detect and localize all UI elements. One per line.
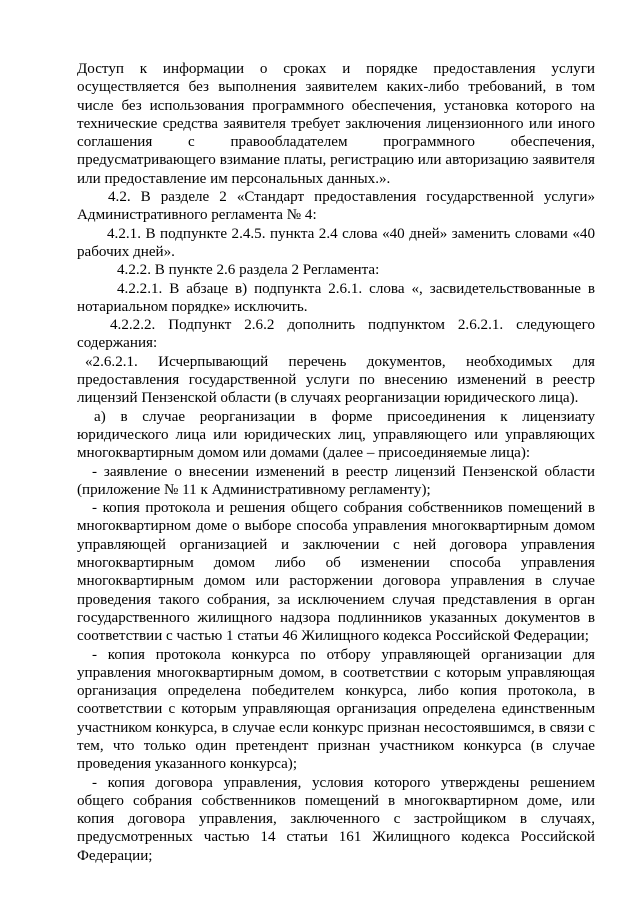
paragraph-item-a: а) в случае реорганизации в форме присоединения к лицензиату юридического лица или юридических лиц, управляющего или управляющих многоквартирным домом или домами (далее – присоединяемые лица): [77, 408, 595, 462]
paragraph-2-6-2-1: «2.6.2.1. Исчерпывающий перечень документов, необходимых для предоставления государственной услуги по внесению изменений в реестр лицензий Пензенской области (в случаях реорганизации юридического лица). [77, 353, 595, 407]
list-item-meeting-protocol: - копия протокола и решения общего собрания собственников помещений в многоквартирном доме о выборе способа управления многоквартирным домом управляющей организацией и заключении с ней договора управления многоквартирным домом либо об изменении способа управления многоквартирным домом или расторжении договора управления в случае проведения такого собрания, за исключением случая представления в орган государственного жилищного надзора подлинников указанных документов в соответствии с частью 1 статьи 46 Жилищного кодекса Российской Федерации; [77, 500, 595, 645]
list-item-application: - заявление о внесении изменений в реестр лицензий Пензенской области (приложение № 11 к Административному регламенту); [77, 463, 595, 498]
paragraph-4-2-1: 4.2.1. В подпункте 2.4.5. пункта 2.4 слова «40 дней» заменить словами «40 рабочих дней». [77, 225, 595, 260]
paragraph-4-2-2: 4.2.2. В пункте 2.6 раздела 2 Регламента: [117, 262, 380, 279]
document-page [77, 60, 595, 865]
list-item-tender-protocol: - копия протокола конкурса по отбору управляющей организации для управления многоквартирным домом, в соответствии с которым управляющая организация определена победителем конкурса, либо копия протокола, в соответствии с которым управляющая организация определена единственным участником конкурса, в случае если конкурс признан несостоявшимся, в связи с тем, что только один претендент признан участником конкурса (в случае проведения указанного конкурса); [77, 646, 595, 773]
paragraph-4-2: 4.2. В разделе 2 «Стандарт предоставления государственной услуги» Административного регламента № 4: [77, 189, 595, 224]
paragraph-access-info: Доступ к информации о сроках и порядке предоставления услуги осуществляется без выполнения заявителем каких-либо требований, в том числе без использования программного обеспечения, установка которого на технические средства заявителя требует заключения лицензионного или иного соглашения с правообладателем программного обеспечения, предусматривающего взимание платы, регистрацию или авторизацию заявителя или предоставление им персональных данных.». [77, 61, 595, 187]
list-item-management-contract: - копия договора управления, условия которого утверждены решением общего собрания собственников помещений в многоквартирном доме, или копия договора управления, заключенного с застройщиком в случаях, предусмотренных частью 14 статьи 161 Жилищного кодекса Российской Федерации; [77, 774, 595, 864]
paragraph-4-2-2-2: 4.2.2.2. Подпункт 2.6.2 дополнить подпунктом 2.6.2.1. следующего содержания: [77, 317, 595, 352]
paragraph-4-2-2-1: 4.2.2.1. В абзаце в) подпункта 2.6.1. слова «, засвидетельствованные в нотариальном порядке» исключить. [77, 280, 595, 315]
